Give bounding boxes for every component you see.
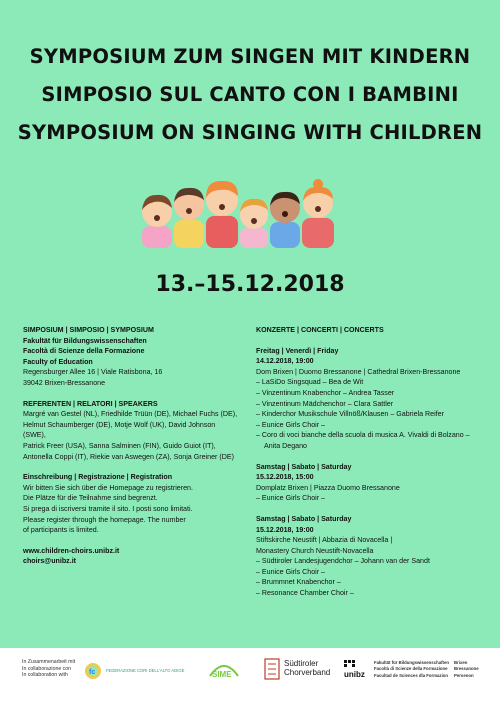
fc-logo-text: FEDERAZIONE CORI DELL'ALTO ADIGE — [106, 668, 185, 673]
venue-header: SIMPOSIUM | SIMPOSIO | SYMPOSIUM — [23, 326, 154, 334]
concert-day: Samstag | Sabato | Saturday — [256, 462, 352, 471]
concert-item: – Vinzentinum Mädchenchor – Clara Sattler — [256, 399, 394, 408]
address-line: Regensburger Allee 16 | Viale Ratisbona, 16 — [23, 368, 163, 377]
chorverband-icon — [264, 658, 280, 680]
concert-item: – Coro di voci bianche della scuola di musica A. Vivaldi di Bolzano – — [256, 431, 470, 440]
title-block — [0, 38, 500, 152]
right-column — [256, 325, 486, 599]
collab-line: In collaborazione con — [22, 665, 72, 672]
venue-line: Facoltà di Scienze della Formazione — [23, 347, 145, 356]
speakers-line: Helmut Schaumberger (DE), Motje Wolf (UK), David Johnson (SWE), — [23, 420, 216, 440]
chorverband-line: Chorverband — [284, 668, 331, 677]
concert-item: – Kinderchor Musikschule Villnöß/Klausen – Gabriela Reifer — [256, 410, 444, 419]
email-link[interactable]: choirs@unibz.it — [23, 557, 77, 566]
concerts-header: KONZERTE | CONCERTI | CONCERTS — [256, 326, 384, 334]
child-illustration-4 — [240, 199, 268, 248]
federazione-cori-logo — [84, 662, 184, 682]
fc-logo-icon — [84, 662, 102, 680]
concert-item: – Resonance Chamber Choir – — [256, 589, 354, 598]
title-italian: SIMPOSIO SUL CANTO CON I BAMBINI — [41, 83, 459, 106]
event-date: 13.–15.12.2018 — [155, 272, 345, 297]
concert-day: Freitag | Venerdì | Friday — [256, 346, 339, 355]
child-illustration-1 — [142, 195, 172, 248]
speakers-line: Patrick Freer (USA), Sanna Salminen (FIN), Guido Guiot (IT), — [23, 441, 216, 450]
concert-datetime: 15.12.2018, 15:00 — [256, 473, 314, 482]
collab-line: In Zusammenarbeit mit — [22, 659, 76, 665]
concert-item: – Brummnet Knabenchor – — [256, 578, 341, 587]
venue-line: Fakultät für Bildungswissenschaften — [23, 336, 147, 345]
city-line: Brixen — [454, 660, 468, 665]
unibz-mark-icon — [344, 660, 358, 670]
sime-logo-text: SIME — [212, 670, 232, 679]
child-illustration-5 — [270, 192, 300, 248]
concert-venue: Stiftskirche Neustift | Abbazia di Novacella | — [256, 536, 393, 545]
city-line: Persenon — [454, 672, 474, 678]
address-line: 39042 Brixen-Bressanone — [23, 378, 106, 387]
concert-day: Samstag | Sabato | Saturday — [256, 514, 352, 523]
svg-text:fc: fc — [89, 669, 96, 676]
concert-item: – Südtiroler Landesjugendchor – Johann van der Sandt — [256, 557, 430, 566]
registration-line: Please register through the homepage. The number — [23, 515, 186, 524]
unibz-logo-text: unibz — [344, 670, 365, 679]
child-illustration-6 — [302, 179, 334, 248]
suedtiroler-chorverband-logo — [264, 658, 344, 682]
faculty-line: Fakultät für Bildungswissenschaften — [374, 660, 449, 665]
concert-item: – Eunice Girls Choir – — [256, 494, 325, 503]
title-german: SYMPOSIUM ZUM SINGEN MIT KINDERN — [29, 45, 471, 68]
child-illustration-2 — [174, 188, 204, 248]
concert-venue: Dom Brixen | Duomo Bressanone | Cathedral Brixen-Bressanone — [256, 367, 461, 376]
concert-item: – LaSiDo Singsquad – Bea de Wit — [256, 378, 364, 387]
sime-logo-icon — [206, 654, 242, 684]
concert-datetime: 15.12.2018, 19:00 — [256, 525, 314, 534]
registration-header: Einschreibung | Registrazione | Registration — [23, 473, 173, 482]
concert-item: – Vinzentinum Knabenchor – Andrea Tasser — [256, 388, 395, 397]
concert-venue: Domplatz Brixen | Piazza Duomo Bressanone — [256, 483, 400, 492]
registration-line: of participants is limited. — [23, 526, 99, 535]
registration-line: Si prega di iscriversi tramite il sito. I posti sono limitati. — [23, 504, 193, 513]
concert-item: – Eunice Girls Choir – — [256, 567, 325, 576]
concert-item: – Eunice Girls Choir – — [256, 420, 325, 429]
title-english: SYMPOSIUM ON SINGING WITH CHILDREN — [17, 121, 483, 144]
speakers-line: Margré van Gestel (NL), Friedhilde Trüün (DE), Michael Fuchs (DE), — [23, 410, 238, 419]
collab-line: In collaboration with — [22, 672, 68, 678]
registration-line: Die Plätze für die Teilnahme sind begrenzt. — [23, 494, 158, 503]
sime-logo — [206, 654, 242, 684]
footer-logos — [0, 648, 500, 703]
concert-datetime: 14.12.2018, 19:00 — [256, 357, 314, 366]
concert-item: Anita Degano — [264, 441, 307, 450]
faculty-line: Facoltà di Scienze della Formazione — [374, 666, 448, 672]
city-line: Bressanone — [454, 666, 479, 672]
registration-line: Wir bitten Sie sich über die Homepage zu registrieren. — [23, 483, 193, 492]
website-link[interactable]: www.children-choirs.unibz.it — [23, 546, 120, 555]
speakers-line: Antonella Coppi (IT), Riekie van Aswegen (ZA), Sonja Greiner (DE) — [23, 452, 234, 461]
faculty-line: Facultad de Sciences dla Formazion — [374, 672, 449, 678]
speakers-header: REFERENTEN | RELATORI | SPEAKERS — [23, 399, 158, 408]
singing-children-illustration — [136, 178, 366, 248]
chorverband-line: Südtiroler — [284, 659, 319, 668]
concert-venue: Monastery Church Neustift-Novacella — [256, 546, 374, 555]
venue-line: Faculty of Education — [23, 357, 93, 366]
child-illustration-3 — [206, 181, 238, 248]
left-column — [23, 325, 238, 567]
unibz-logo — [344, 660, 494, 690]
collaboration-note — [22, 659, 75, 679]
